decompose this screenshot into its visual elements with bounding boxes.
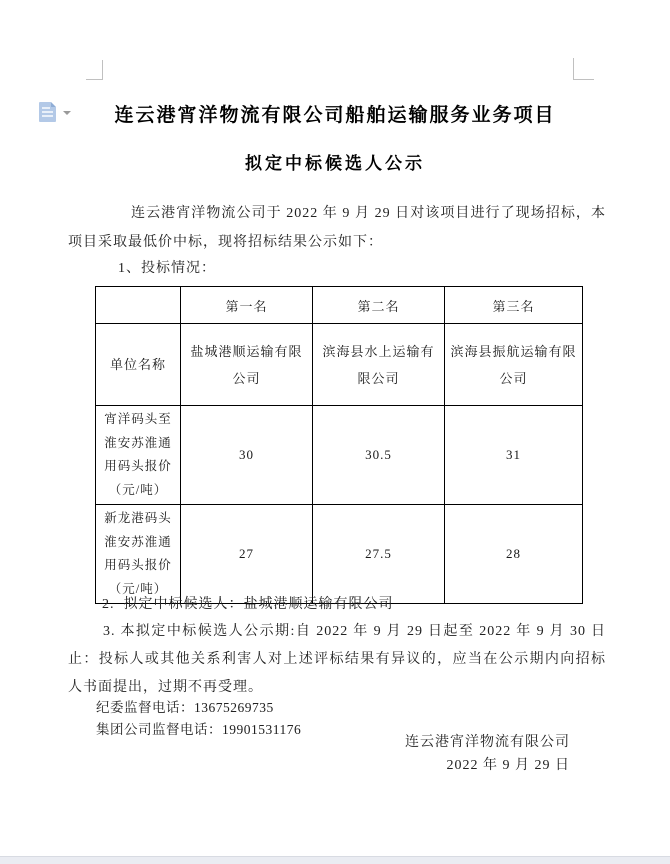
price-xiaoyang-third: 31	[445, 406, 583, 505]
price-xinlonggang-first: 27	[181, 505, 313, 604]
route-label-xiaoyang: 宵洋码头至淮安苏淮通用码头报价（元/吨）	[96, 406, 181, 505]
crop-mark-top-left	[86, 60, 103, 80]
price-xiaoyang-second: 30.5	[313, 406, 445, 505]
section-1-heading: 1、投标情况：	[118, 261, 216, 276]
group-supervision-phone: 集团公司监督电话：19901531176	[96, 722, 302, 737]
table-row-company-names	[96, 324, 583, 406]
table-row-price-xinlonggang	[96, 505, 583, 604]
company-second: 滨海县水上运输有限公司	[313, 324, 445, 406]
crop-mark-top-right	[573, 58, 594, 80]
price-xinlonggang-second: 27.5	[313, 505, 445, 604]
table-row-price-xiaoyang	[96, 406, 583, 505]
route-label-xinlonggang: 新龙港码头淮安苏淮通用码头报价（元/吨）	[96, 505, 181, 604]
intro-paragraph: 连云港宵洋物流公司于 2022 年 9 月 29 日对该项目进行了现场招标，本项目采取最低价中标，现将招标结果公示如下：	[68, 206, 606, 250]
discipline-supervision-phone: 纪委监督电话：13675269735	[96, 700, 274, 715]
document-title: 连云港宵洋物流有限公司船舶运输服务业务项目	[114, 105, 556, 126]
window-bottom-edge	[0, 856, 670, 864]
header-cell-empty	[96, 287, 181, 324]
price-xinlonggang-third: 28	[445, 505, 583, 604]
document-subtitle: 拟定中标候选人公示	[245, 154, 425, 173]
section-3-publicity-period: 3. 本拟定中标候选人公示期:自 2022 年 9 月 29 日起至 2022 年 9 月 30 日止：投标人或其他关系利害人对上述评标结果有异议的，应当在公示期内向招标人书面提出，过期不再受理。	[68, 624, 606, 695]
price-xiaoyang-first: 30	[181, 406, 313, 505]
table-header-row	[96, 287, 583, 324]
header-cell-third: 第三名	[445, 287, 583, 324]
company-third: 滨海县振航运输有限公司	[445, 324, 583, 406]
bid-results-table	[95, 286, 583, 604]
company-first: 盐城港顺运输有限公司	[181, 324, 313, 406]
row-label-company: 单位名称	[96, 324, 181, 406]
section-2-candidate: 2. 拟定中标候选人：盐城港顺运输有限公司	[102, 597, 394, 612]
header-cell-first: 第一名	[181, 287, 313, 324]
signature-date: 2022 年 9 月 29 日	[446, 758, 570, 773]
header-cell-second: 第二名	[313, 287, 445, 324]
signature-company: 连云港宵洋物流有限公司	[405, 735, 570, 750]
